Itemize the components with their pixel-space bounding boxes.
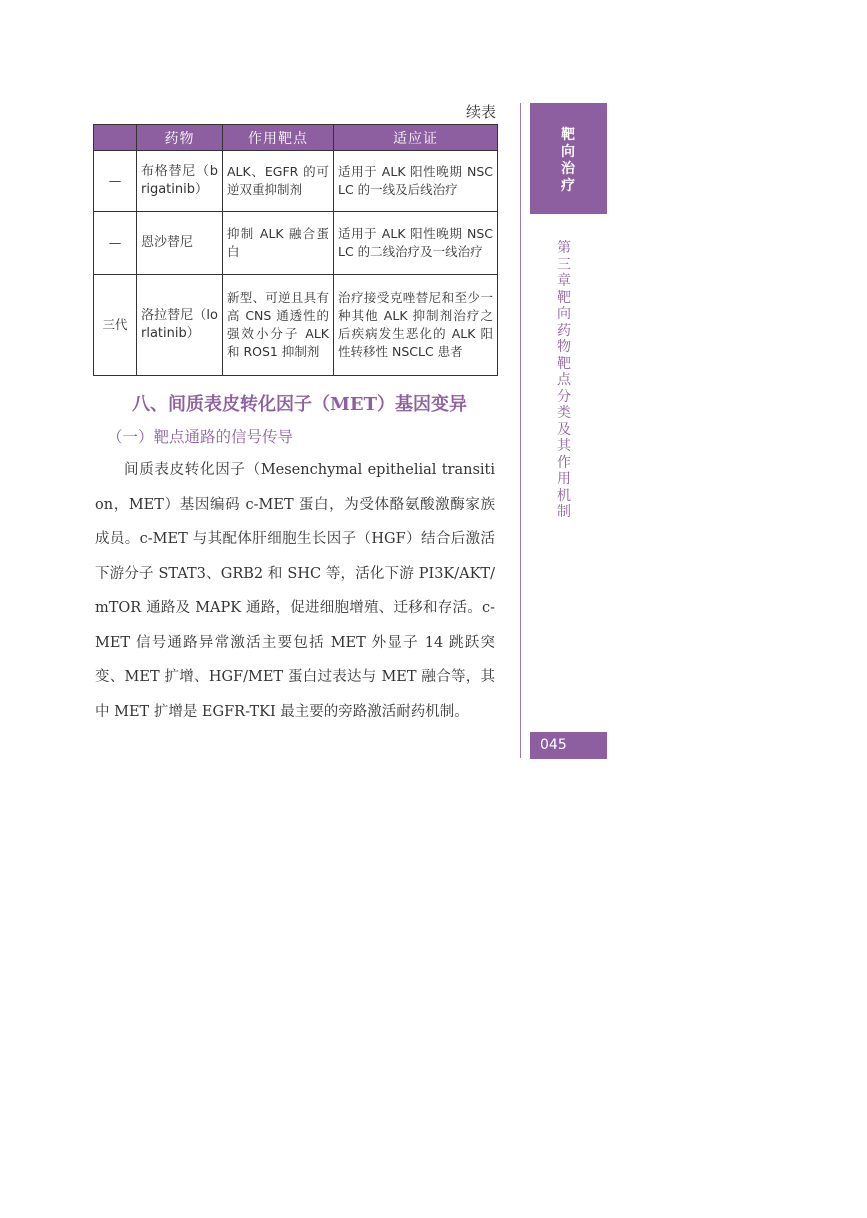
table-header-row bbox=[94, 125, 498, 151]
drug-table bbox=[93, 124, 498, 376]
cell-drug: 洛拉替尼（lorlatinib） bbox=[137, 275, 223, 376]
cell-drug: 布格替尼（brigatinib） bbox=[137, 151, 223, 212]
table-row bbox=[94, 151, 498, 212]
body-paragraph: 间质表皮转化因子（Mesenchymal epithelial transition，MET）基因编码 c-MET 蛋白，为受体酪氨酸激酶家族成员。c-MET 与其配体肝细胞生长因子（HGF）结合后激活下游分子 STAT3、GRB2 和 SHC 等，活化下游 PI3K/AKT/mTOR 通路及 MAPK 通路，促进细胞增殖、迁移和存活。c-MET 信号通路异常激活主要包括 MET 外显子 14 跳跃突变、MET 扩增、HGF/MET 蛋白过表达与 MET 融合等，其中 MET 扩增是 EGFR-TKI 最主要的旁路激活耐药机制。 bbox=[95, 462, 495, 720]
section-subheading: （一）靶点通路的信号传导 bbox=[107, 428, 294, 446]
cell-generation: — bbox=[94, 212, 137, 275]
cell-target: 新型、可逆且具有高 CNS 通透性的强效小分子 ALK 和 ROS1 抑制剂 bbox=[223, 275, 334, 376]
cell-drug: 恩沙替尼 bbox=[137, 212, 223, 275]
margin-divider bbox=[520, 103, 521, 758]
continued-label: 续表 bbox=[465, 103, 496, 121]
cell-target: 抑制 ALK 融合蛋白 bbox=[223, 212, 334, 275]
cell-indication: 适用于 ALK 阳性晚期 NSCLC 的二线治疗及一线治疗 bbox=[334, 212, 498, 275]
header-indication: 适应证 bbox=[334, 125, 498, 151]
section-heading: 八、间质表皮转化因子（MET）基因变异 bbox=[132, 394, 468, 415]
cell-indication: 适用于 ALK 阳性晚期 NSCLC 的一线及后线治疗 bbox=[334, 151, 498, 212]
cell-target: ALK、EGFR 的可逆双重抑制剂 bbox=[223, 151, 334, 212]
page-number: 045 bbox=[530, 732, 607, 759]
cell-generation: 三代 bbox=[94, 275, 137, 376]
chapter-tab bbox=[530, 103, 607, 214]
header-drug: 药物 bbox=[137, 125, 223, 151]
cell-indication: 治疗接受克唑替尼和至少一种其他 ALK 抑制剂治疗之后疾病发生恶化的 ALK 阳性转移性 NSCLC 患者 bbox=[334, 275, 498, 376]
table-row bbox=[94, 275, 498, 376]
table-row bbox=[94, 212, 498, 275]
chapter-tab-label: 靶向治疗 bbox=[561, 127, 575, 194]
header-generation bbox=[94, 125, 137, 151]
chapter-title: 第三章 靶向药物靶点分类及其作用机制 bbox=[557, 240, 585, 520]
cell-generation: — bbox=[94, 151, 137, 212]
header-target: 作用靶点 bbox=[223, 125, 334, 151]
